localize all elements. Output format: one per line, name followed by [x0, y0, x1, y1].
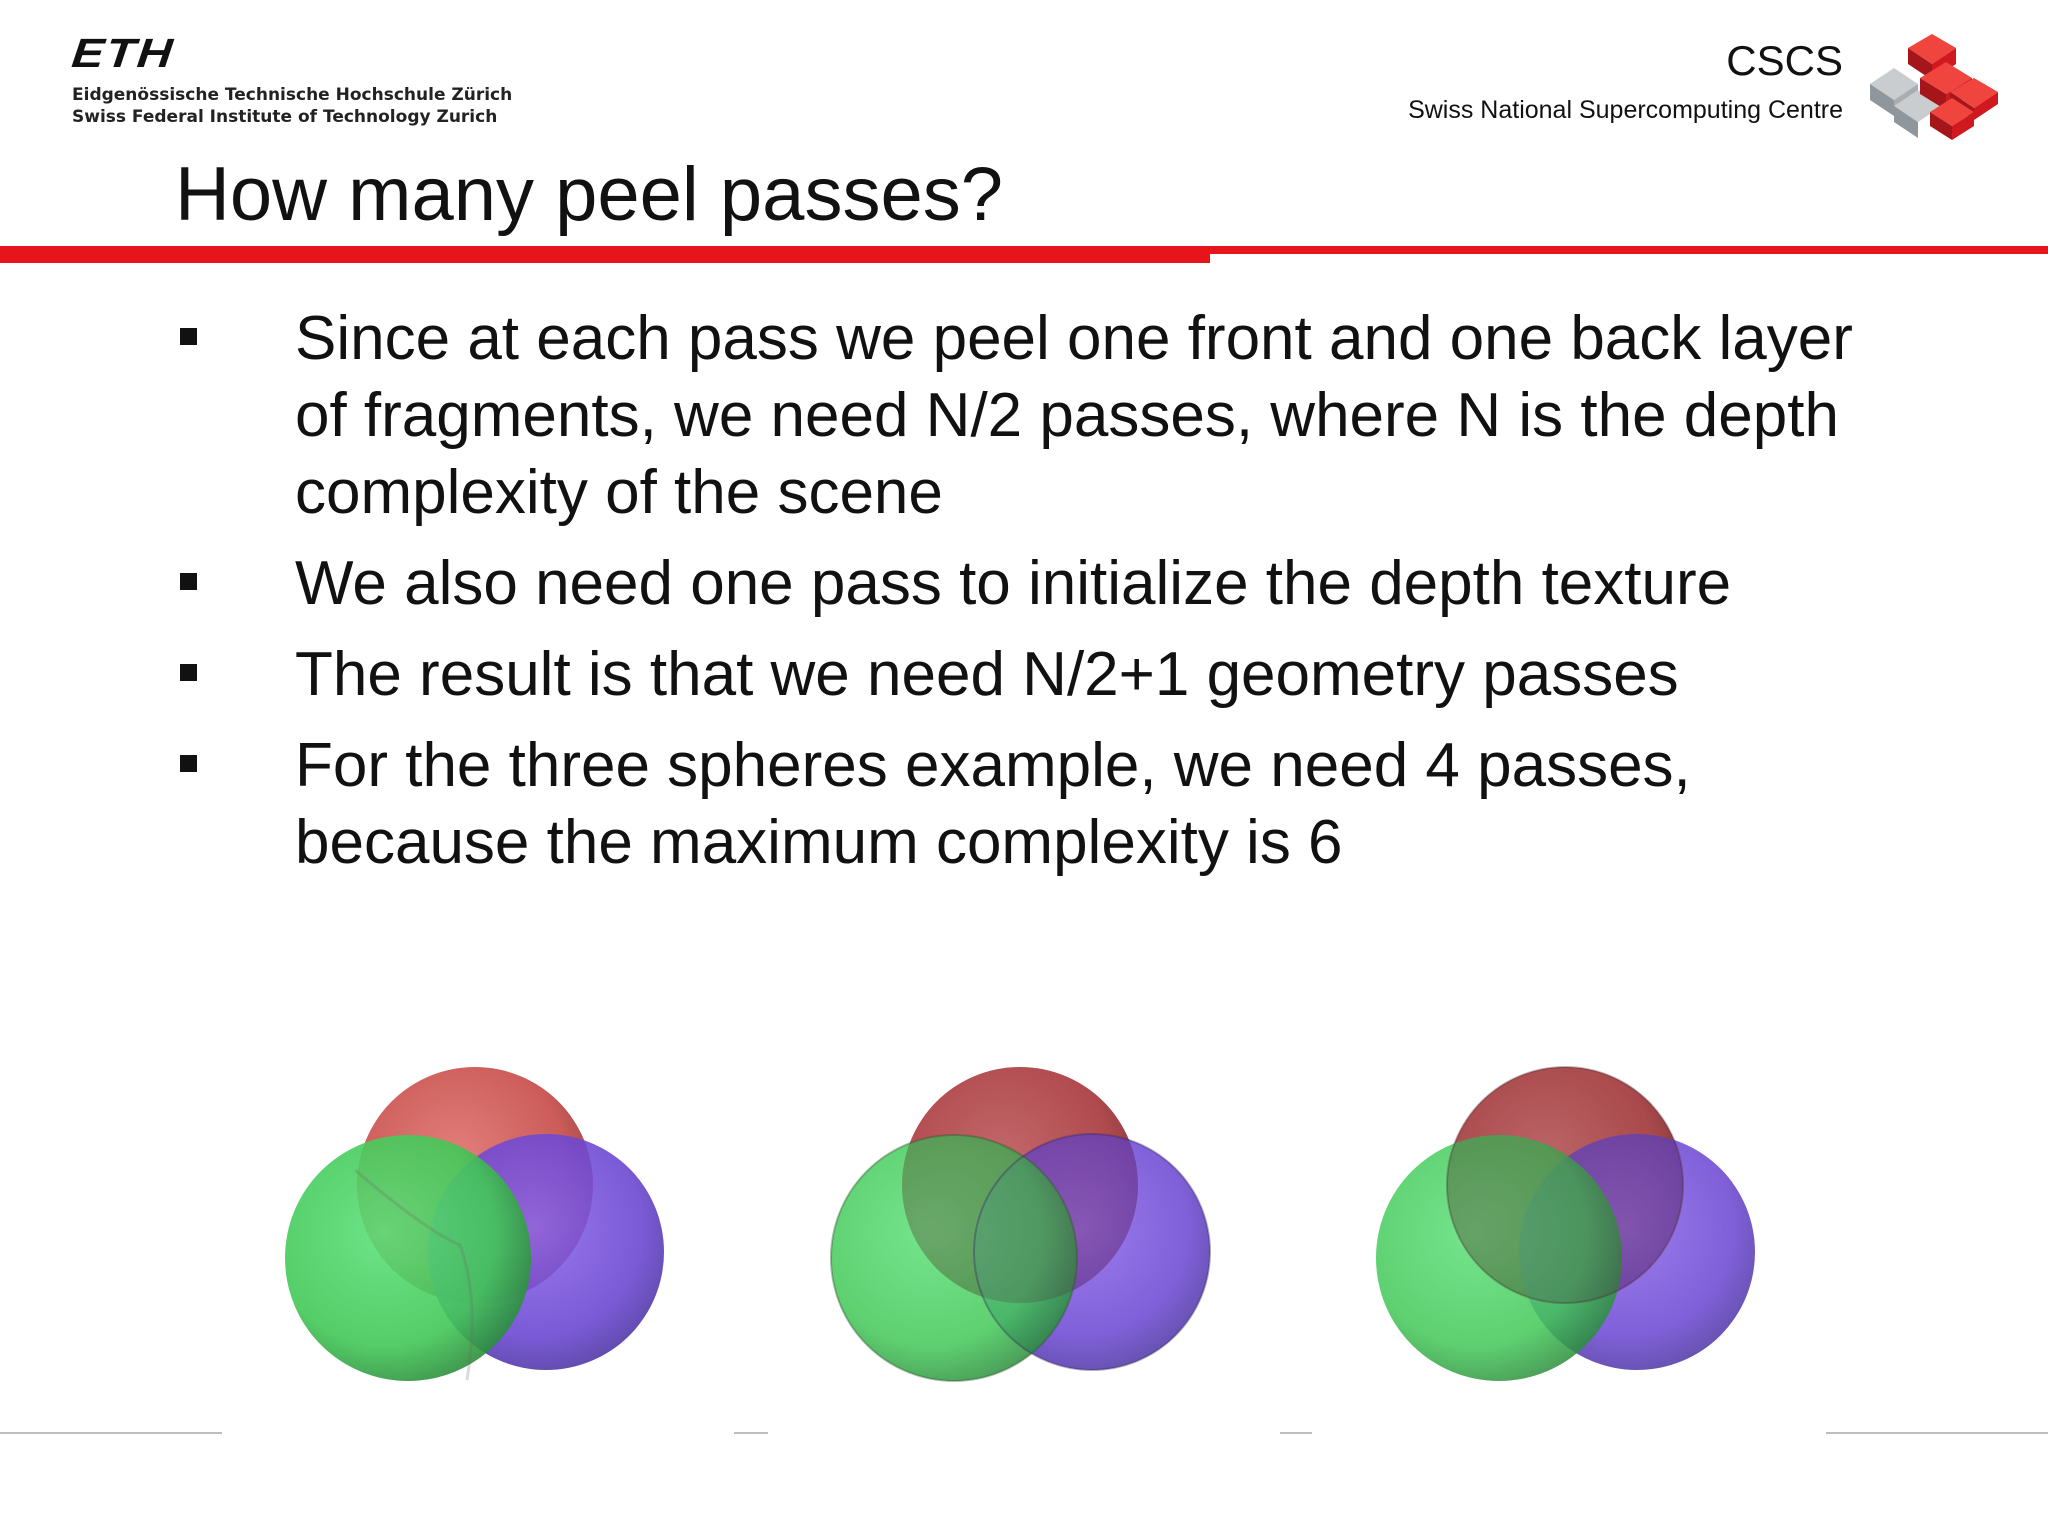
bullet-square-icon	[180, 573, 197, 590]
eth-logo	[69, 30, 513, 128]
cscs-name: CSCS	[1726, 37, 1843, 84]
bullet-square-icon	[180, 755, 197, 772]
eth-name-german: Eidgenössische Technische Hochschule Zürich	[72, 85, 513, 105]
three-spheres-image-1	[285, 1040, 675, 1420]
bullet-list	[0, 300, 2048, 895]
bullet-text: Since at each pass we peel one front and one back layer of fragments, we need N/2 passes, where N is the depth complexity of the scene	[295, 304, 1853, 527]
bullet-square-icon	[180, 328, 197, 345]
three-spheres-image-3	[1375, 1040, 1765, 1420]
bullet-square-icon	[180, 664, 197, 681]
three-spheres-image-2	[830, 1040, 1220, 1420]
eth-wordmark: ETH	[69, 31, 177, 77]
title-rule	[0, 246, 1210, 263]
bullet-text: The result is that we need N/2+1 geometry passes	[295, 640, 1679, 709]
sphere-panel-1	[285, 1040, 675, 1420]
baseline-right	[1826, 1432, 2048, 1434]
title-rule-thin	[1210, 246, 2048, 254]
baseline-gap-1	[734, 1432, 768, 1434]
eth-name-english: Swiss Federal Institute of Technology Zurich	[72, 107, 498, 127]
sphere-panel-3	[1375, 1040, 1765, 1420]
bullet-item	[0, 727, 2048, 881]
bullet-item	[0, 545, 2048, 622]
cscs-logo-text	[1408, 36, 1843, 126]
baseline-gap-2	[1280, 1432, 1312, 1434]
bullet-item	[0, 300, 2048, 531]
bullet-text: We also need one pass to initialize the depth texture	[295, 549, 1732, 618]
bullet-item	[0, 636, 2048, 713]
baseline-left	[0, 1432, 222, 1434]
sphere-panel-2	[830, 1040, 1220, 1420]
cscs-subtitle: Swiss National Supercomputing Centre	[1408, 96, 1843, 124]
slide-title: How many peel passes?	[175, 152, 1003, 237]
bullet-text: For the three spheres example, we need 4 passes, because the maximum complexity is 6	[295, 731, 1691, 877]
cscs-cubes-icon	[1850, 32, 2000, 142]
